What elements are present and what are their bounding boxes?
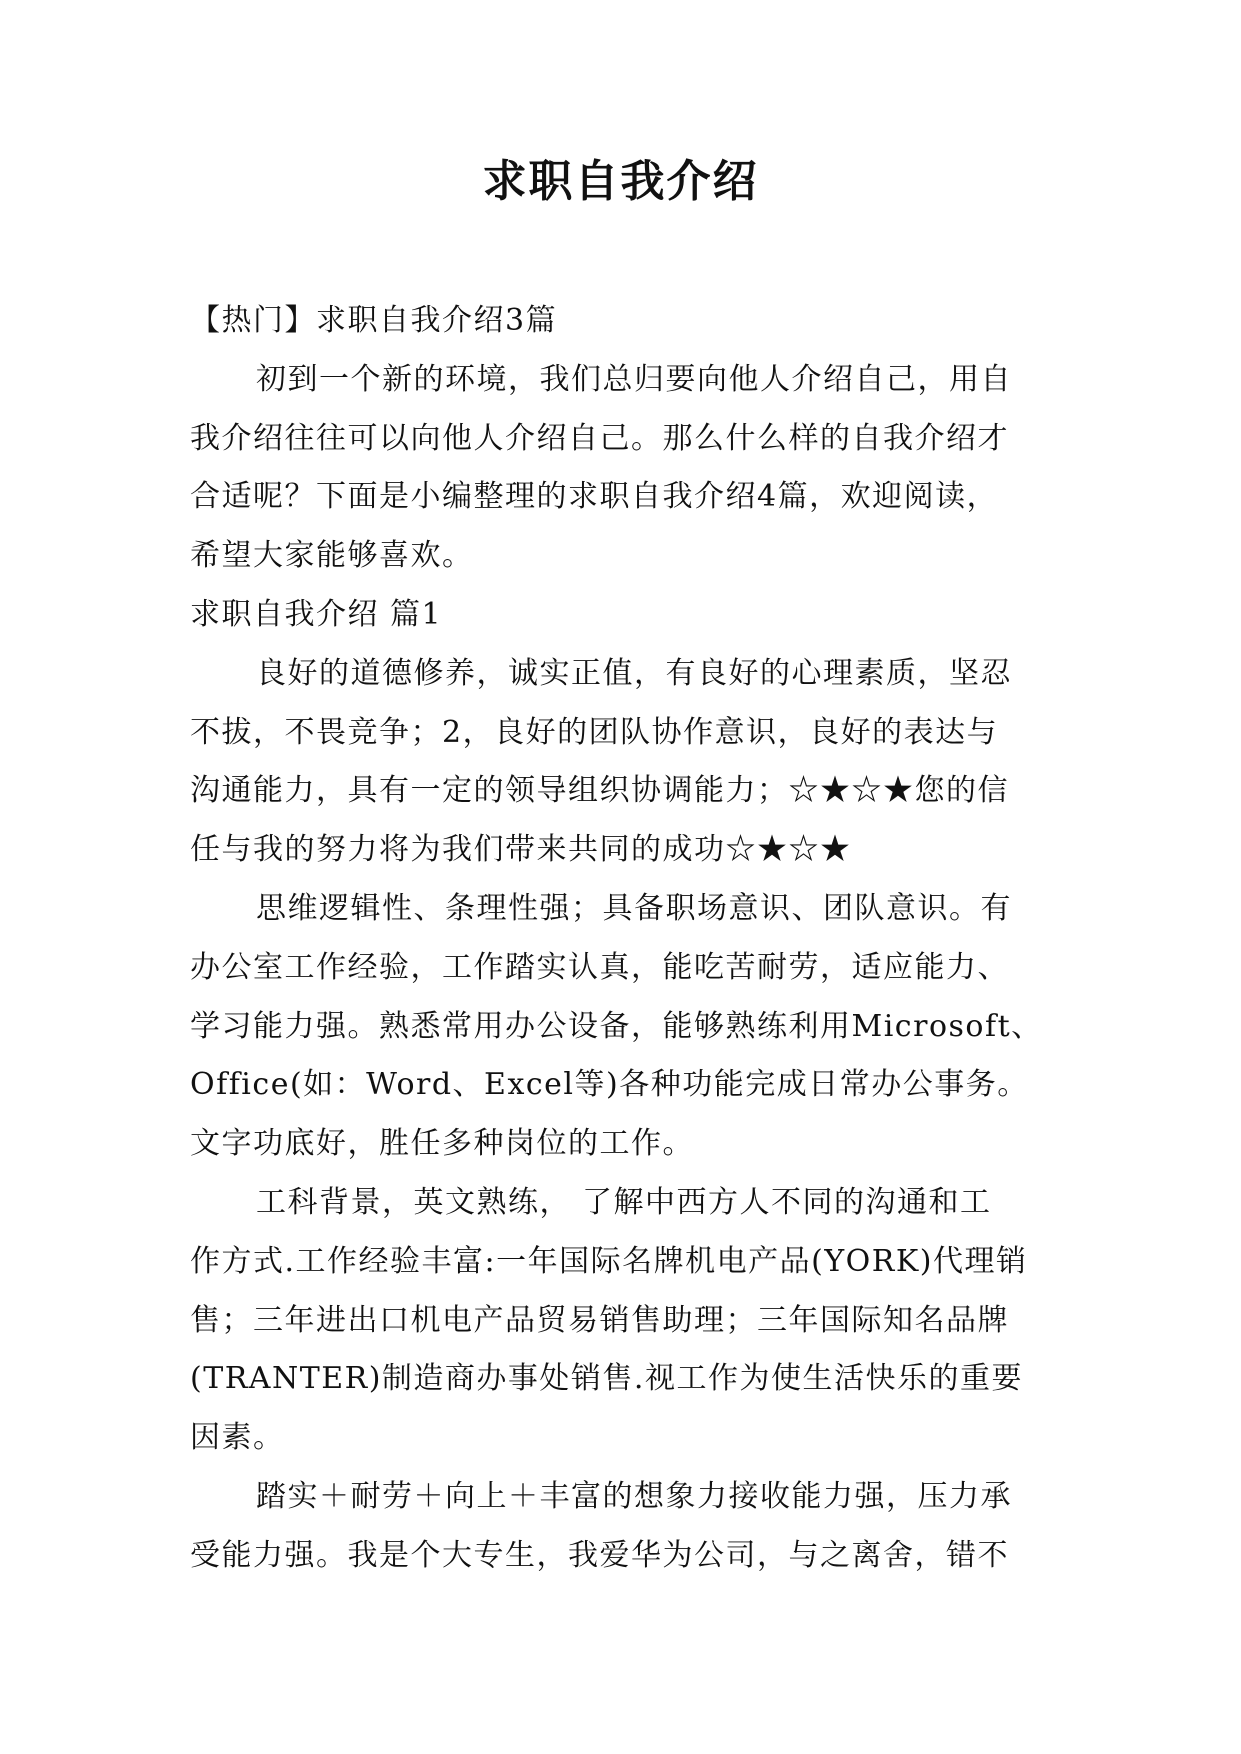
text-line: 【热门】求职自我介绍3篇 — [190, 303, 558, 338]
text-line: 踏实＋耐劳＋向上＋丰富的想象力接收能力强，压力承 — [256, 1478, 1012, 1514]
text-line: 受能力强。我是个大专生，我爱华为公司，与之离舍，错不 — [190, 1537, 1009, 1573]
text-line: 文字功底好，胜任多种岗位的工作。 — [190, 1126, 694, 1162]
text-line: 良好的道德修养，诚实正值，有良好的心理素质，坚忍 — [256, 655, 1012, 691]
text-line: 学习能力强。熟悉常用办公设备，能够熟练利用Microsoft、 — [190, 1008, 1043, 1044]
text-line: (TRANTER)制造商办事处销售.视工作为使生活快乐的重要 — [190, 1361, 1023, 1397]
text-line: 因素。 — [190, 1420, 285, 1456]
text-line: 求职自我介绍 篇1 — [190, 596, 443, 632]
text-line: 售；三年进出口机电产品贸易销售助理；三年国际知名品牌 — [190, 1302, 1009, 1338]
document-title: 求职自我介绍 — [482, 156, 759, 207]
text-line: 希望大家能够喜欢。 — [190, 538, 474, 574]
text-line: Office(如：Word、Excel等)各种功能完成日常办公事务。 — [190, 1067, 1029, 1103]
text-line: 作方式.工作经验丰富:一年国际名牌机电产品(YORK)代理销 — [190, 1243, 1028, 1279]
text-line: 不拔，不畏竞争；2，良好的团队协作意识，良好的表达与 — [190, 714, 999, 750]
document-body — [190, 292, 1050, 1586]
text-line: 办公室工作经验，工作踏实认真，能吃苦耐劳，适应能力、 — [190, 949, 1009, 985]
text-line: 思维逻辑性、条理性强；具备职场意识、团队意识。有 — [256, 890, 1012, 926]
text-line: 合适呢？下面是小编整理的求职自我介绍4篇，欢迎阅读， — [190, 479, 999, 515]
text-line: 初到一个新的环境，我们总归要向他人介绍自己，用自 — [256, 361, 1012, 397]
text-line: 我介绍往往可以向他人介绍自己。那么什么样的自我介绍才 — [190, 420, 1009, 456]
text-line: 工科背景，英文熟练， 了解中西方人不同的沟通和工 — [256, 1184, 992, 1220]
text-line: 沟通能力，具有一定的领导组织协调能力；☆★☆★您的信 — [190, 773, 1009, 809]
text-line: 任与我的努力将为我们带来共同的成功☆★☆★ — [190, 832, 852, 868]
